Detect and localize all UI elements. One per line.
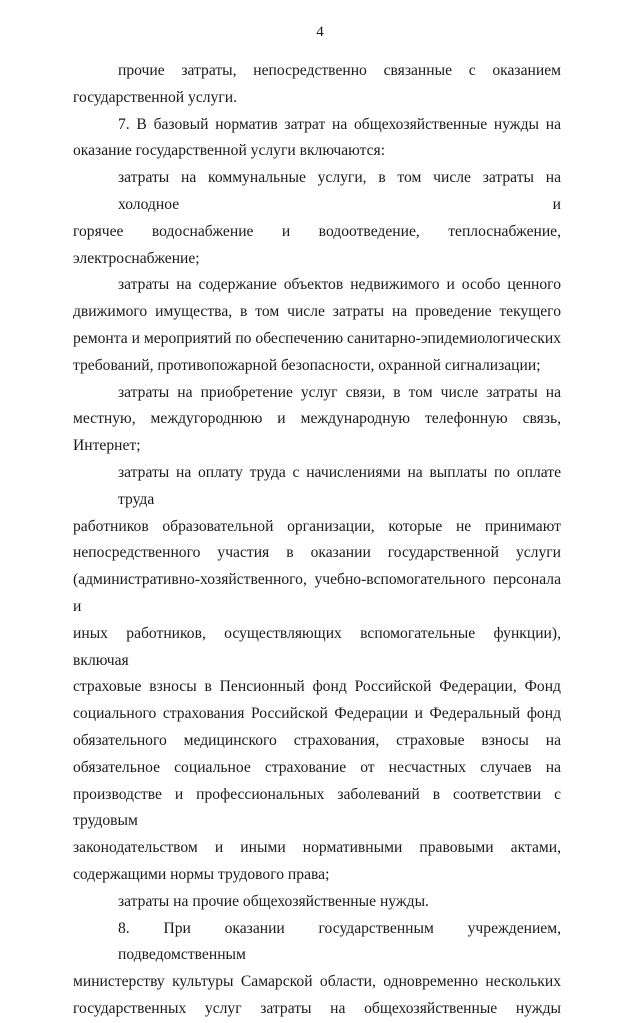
text-line: затраты на оплату труда с начислениями на выплаты по оплате труда [118, 463, 561, 508]
text-line: законодательством и иными нормативными правовыми актами, [73, 839, 561, 857]
paragraph [73, 916, 561, 1023]
text-line: иных работников, осуществляющих вспомогательные функции), включая [73, 624, 561, 669]
page-number: 4 [316, 24, 324, 40]
text-line: (административно-хозяйственного, учебно-вспомогательного персонала и [73, 571, 561, 615]
text-line: электроснабжение; [73, 249, 200, 267]
text-line: затраты на содержание объектов недвижимого и особо ценного [118, 276, 561, 294]
text-line: министерству культуры Самарской области, одновременно нескольких [73, 973, 561, 991]
text-line: прочие затраты, непосредственно связанные с оказанием [118, 62, 561, 79]
paragraph [73, 460, 561, 889]
text-line: затраты на приобретение услуг связи, в том числе затраты на [118, 383, 561, 401]
text-line: горячее водоснабжение и водоотведение, теплоснабжение, [73, 222, 561, 240]
paragraph [73, 165, 561, 272]
text-line: Интернет; [73, 437, 141, 455]
document-body [73, 58, 561, 1023]
text-line: затраты на прочие общехозяйственные нужды. [118, 892, 429, 910]
text-line: страховые взносы в Пенсионный фонд Российской Федерации, Фонд [73, 678, 561, 696]
text-line: содержащими нормы трудового права; [73, 865, 330, 883]
paragraph [73, 112, 561, 166]
paragraph [73, 58, 561, 112]
text-line: 7. В базовый норматив затрат на общехозяйственные нужды на [118, 115, 561, 133]
text-line: затраты на коммунальные услуги, в том числе затраты на холодное и [118, 169, 561, 213]
text-line: социального страхования Российской Федерации и Федеральный фонд [73, 705, 561, 723]
text-line: обязательного медицинского страхования, страховые взносы на [73, 731, 561, 749]
text-line: ремонта и мероприятий по обеспечению санитарно-эпидемиологических [73, 329, 561, 347]
text-line: государственных услуг затраты на общехозяйственные нужды [73, 999, 561, 1017]
paragraph [73, 272, 561, 379]
text-line: непосредственного участия в оказании государственной услуги [73, 544, 561, 562]
text-line: работников образовательной организации, которые не принимают [73, 517, 561, 535]
paragraph [73, 889, 561, 916]
text-line: обязательное социальное страхование от несчастных случаев на [73, 758, 561, 776]
text-line: государственной услуги. [73, 88, 237, 106]
text-line: 8. При оказании государственным учреждением, подведомственным [118, 919, 561, 964]
text-line: оказание государственной услуги включаются: [73, 142, 386, 160]
text-line: требований, противопожарной безопасности, охранной сигнализации; [73, 356, 541, 374]
text-line: производстве и профессиональных заболеваний в соответствии с трудовым [73, 785, 561, 830]
text-line: местную, междугороднюю и международную телефонную связь, [73, 410, 561, 428]
text-line: движимого имущества, в том числе затраты на проведение текущего [73, 303, 561, 321]
paragraph [73, 380, 561, 460]
